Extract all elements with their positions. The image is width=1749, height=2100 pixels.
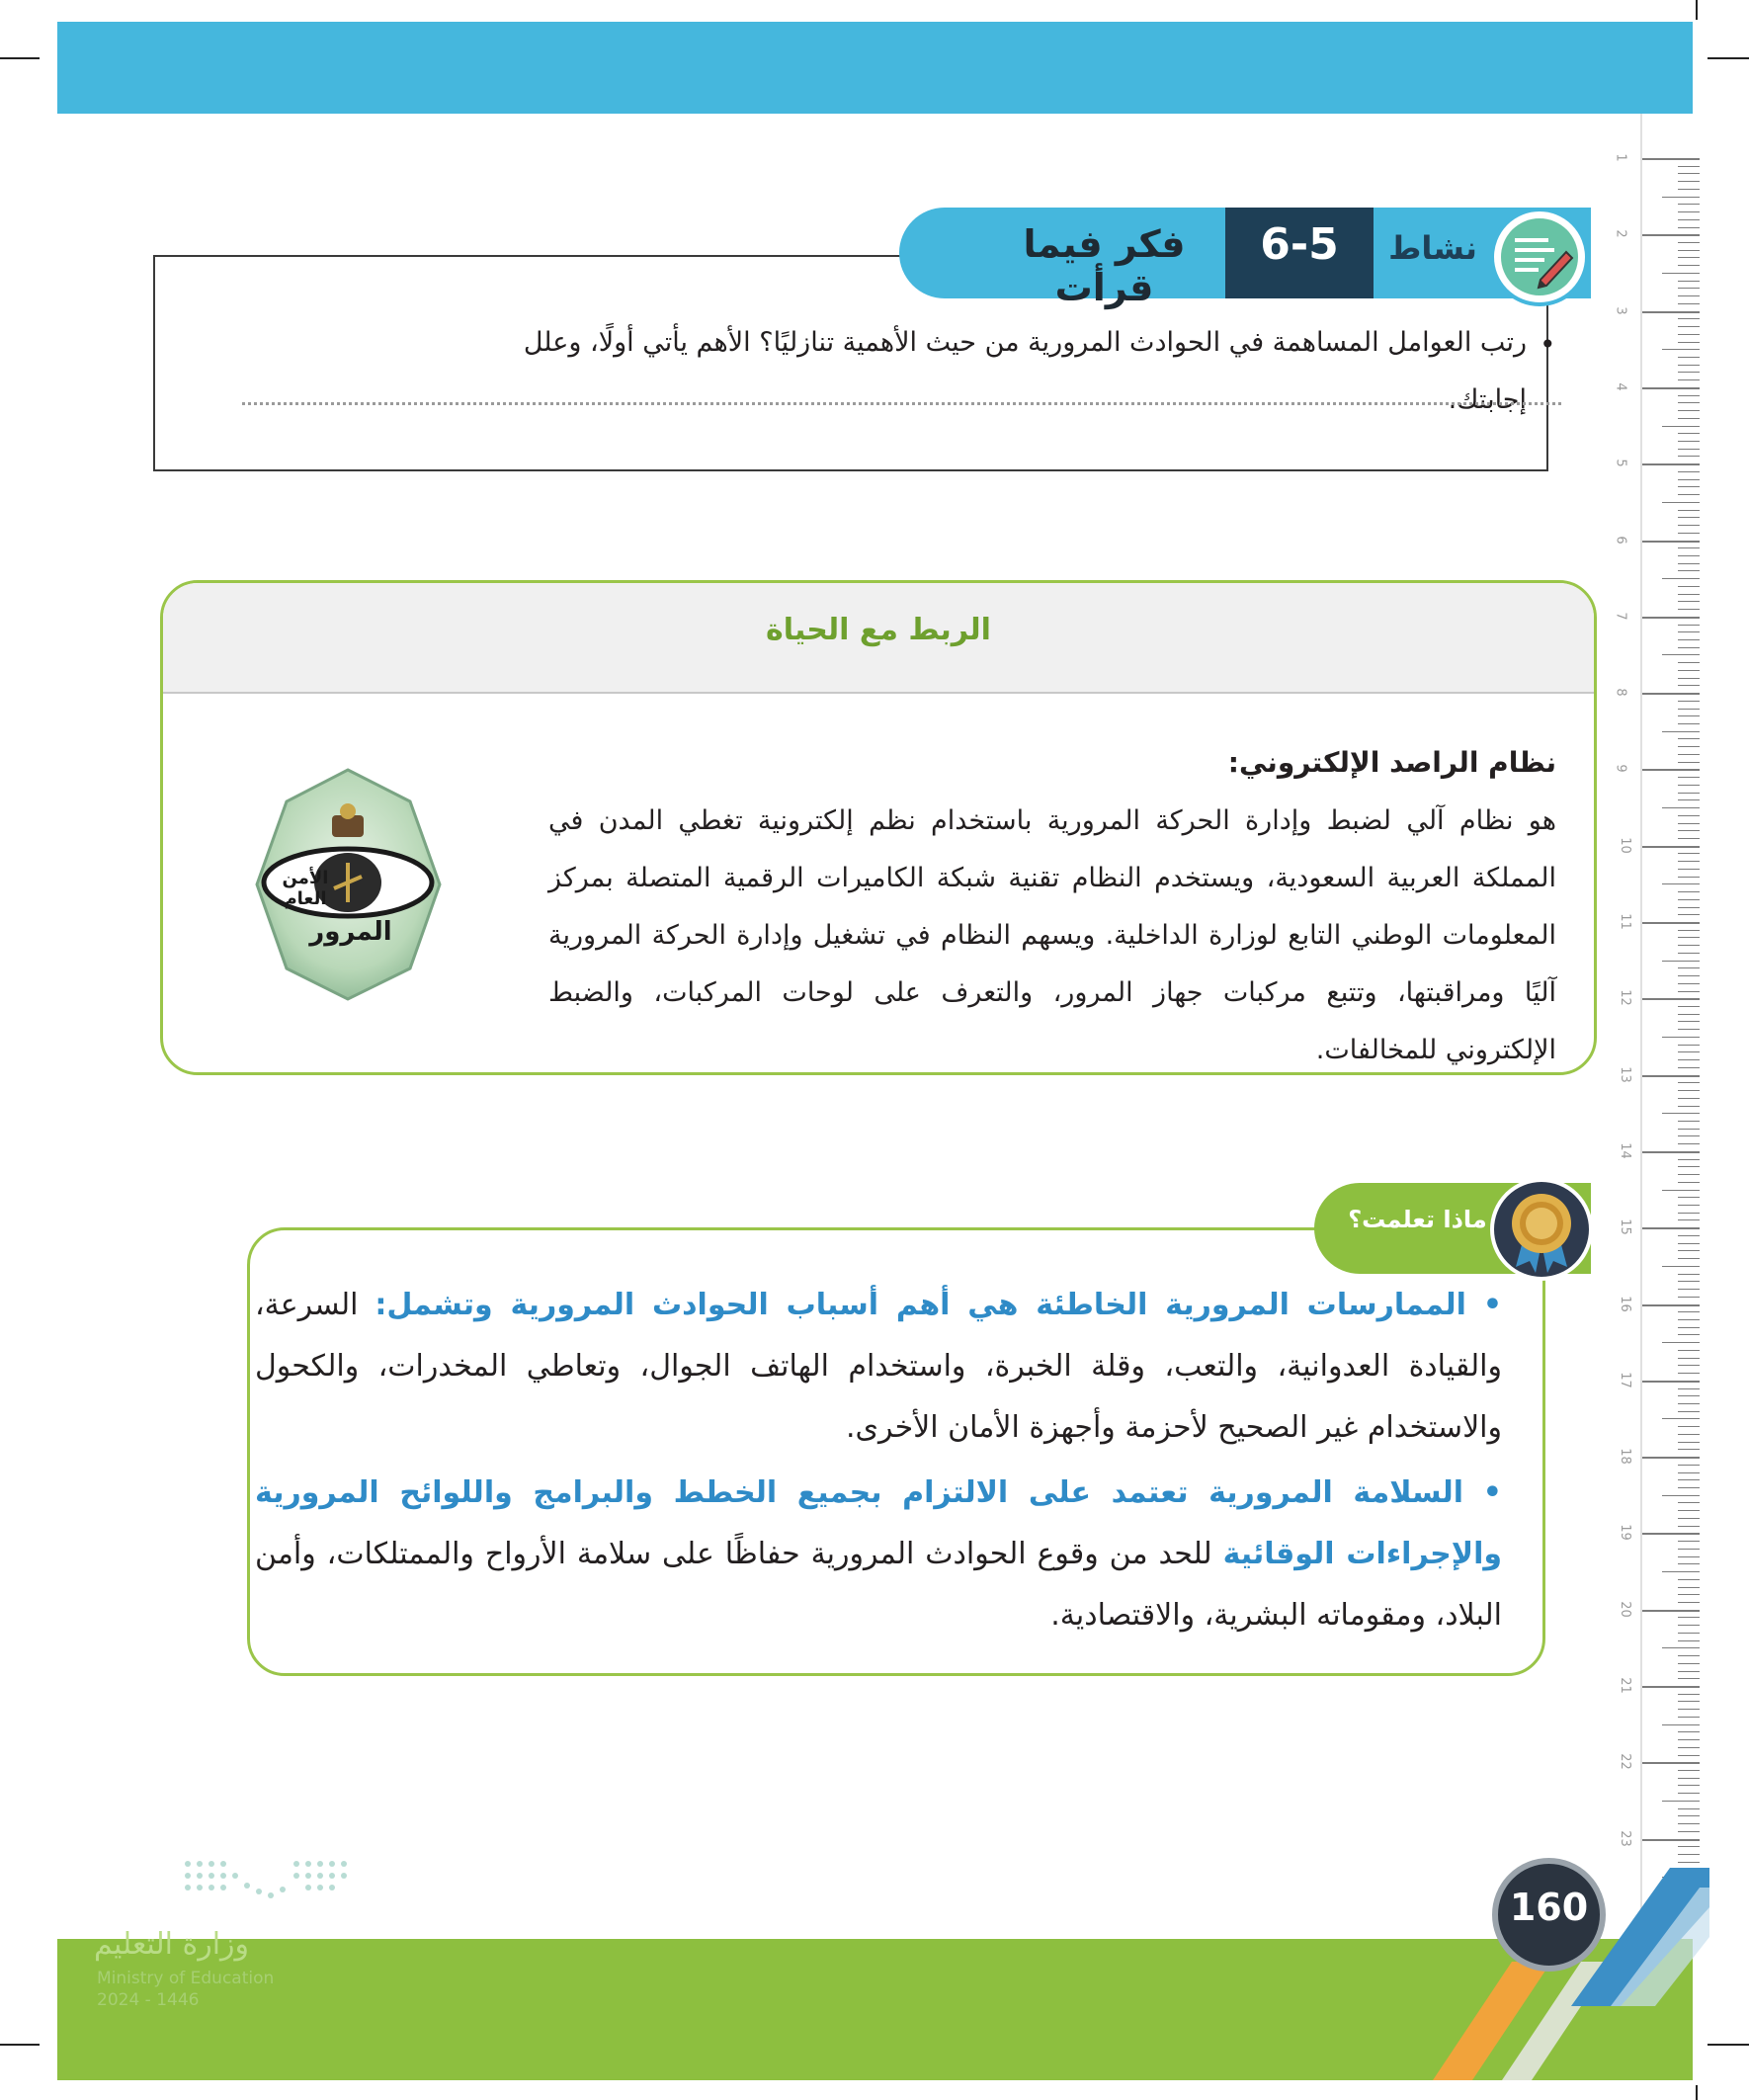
ruler-tick: [1678, 625, 1700, 626]
learned-item-1-bullet: •: [1482, 1288, 1502, 1322]
ministry-name-en: Ministry of Education: [97, 1969, 275, 1988]
ruler-tick: [1662, 1418, 1700, 1419]
ruler-tick: [1678, 1135, 1700, 1136]
ruler-tick: [1662, 502, 1700, 503]
ruler-tick: [1678, 639, 1700, 640]
ruler-tick: [1678, 1602, 1700, 1603]
activity-tag: نشاط: [1388, 229, 1477, 267]
ruler-tick: [1678, 1014, 1700, 1015]
ruler-tick: [1678, 1617, 1700, 1618]
ruler-tick: [1678, 1090, 1700, 1091]
ruler-tick: [1678, 1633, 1700, 1634]
ruler-tick: [1678, 418, 1700, 419]
ruler-number: 13: [1617, 1065, 1632, 1083]
ruler-tick: [1678, 204, 1700, 205]
ruler-number: 18: [1617, 1448, 1632, 1465]
ruler-tick: [1678, 1334, 1700, 1335]
ruler-tick: [1678, 1205, 1700, 1206]
ruler-tick: [1678, 1465, 1700, 1466]
ruler-tick: [1678, 1678, 1700, 1679]
ruler-tick: [1678, 670, 1700, 671]
ruler-tick: [1678, 1709, 1700, 1710]
ruler-tick: [1678, 937, 1700, 938]
ruler-tick: [1678, 1526, 1700, 1527]
side-ruler: [1581, 114, 1700, 1922]
ruler-tick: [1678, 1045, 1700, 1046]
page-number: 160: [1509, 1886, 1589, 1929]
ruler-tick: [1640, 693, 1700, 695]
ministry-logo-dots: [178, 1856, 356, 1910]
ruler-tick: [1678, 953, 1700, 954]
ruler-tick: [1678, 1831, 1700, 1832]
ruler-tick: [1678, 242, 1700, 243]
ruler-tick: [1678, 701, 1700, 702]
ruler-tick: [1678, 777, 1700, 778]
life-heading: نظام الراصد الإلكتروني:: [1227, 746, 1556, 779]
ruler-number: 1: [1613, 153, 1628, 162]
ruler-tick: [1678, 449, 1700, 450]
ruler-tick: [1678, 1243, 1700, 1244]
ruler-tick: [1662, 1801, 1700, 1802]
ruler-tick: [1678, 281, 1700, 282]
ruler-tick: [1662, 1190, 1700, 1191]
ruler-tick: [1678, 265, 1700, 266]
ruler-tick: [1678, 525, 1700, 526]
ruler-tick: [1678, 1755, 1700, 1756]
ruler-tick: [1678, 1549, 1700, 1550]
ruler-tick: [1678, 533, 1700, 534]
ruler-tick: [1678, 1395, 1700, 1396]
ruler-number: 14: [1617, 1142, 1632, 1159]
ruler-tick: [1678, 1059, 1700, 1060]
ruler-tick: [1640, 1762, 1700, 1764]
ruler-number: 6: [1613, 535, 1628, 545]
learned-item-2-text: للحد من وقوع الحوادث المرورية حفاظًا على سلامة الأرواح والممتلكات، وأمن البلاد، ومقوماته البشرية، والاقتصادية.: [255, 1537, 1502, 1633]
ruler-tick: [1678, 1365, 1700, 1366]
ruler-tick: [1678, 288, 1700, 289]
ruler-tick: [1662, 1724, 1700, 1725]
notepad-pencil-icon: [1501, 218, 1578, 295]
ruler-tick: [1678, 1770, 1700, 1771]
learned-tab-label: ماذا تعلمت؟: [1348, 1206, 1487, 1233]
ruler-tick: [1678, 754, 1700, 755]
ruler-tick: [1678, 1373, 1700, 1374]
ruler-tick: [1678, 746, 1700, 747]
ruler-tick: [1678, 379, 1700, 380]
ruler-tick: [1678, 1778, 1700, 1779]
ruler-tick: [1678, 402, 1700, 403]
ruler-tick: [1662, 1266, 1700, 1267]
emblem-top-text: الأمن العام: [282, 868, 329, 909]
ruler-tick: [1640, 311, 1700, 313]
ruler-tick: [1678, 1174, 1700, 1175]
ruler-tick: [1662, 1342, 1700, 1343]
ruler-tick: [1678, 372, 1700, 373]
ruler-tick: [1678, 326, 1700, 327]
ruler-tick: [1678, 945, 1700, 946]
ruler-tick: [1640, 922, 1700, 924]
crop-mark: [0, 2044, 40, 2046]
ruler-number: 9: [1613, 764, 1628, 774]
ruler-tick: [1640, 846, 1700, 848]
ruler-tick: [1678, 1594, 1700, 1595]
ruler-tick: [1678, 1311, 1700, 1312]
ruler-tick: [1678, 1563, 1700, 1564]
activity-number: 6-5: [1260, 219, 1339, 270]
ruler-tick: [1678, 1487, 1700, 1488]
life-paragraph: هو نظام آلي لضبط وإدارة الحركة المرورية باستخدام نظم إلكترونية تغطي المدن في المملكة العربية السعودية، ويستخدم النظام تقنية شبكة الكاميرات الرقمية المتصلة بمركز المعلومات الوطني التابع لوزارة الداخلية. ويسهم النظام في تشغيل وإدارة الحركة المرورية آليًا ومراقبتها، وتتبع مركبات جهاز المرور، والتعرف على لوحات المركبات، والضبط الإلكتروني للمخالفات.: [548, 805, 1556, 1065]
ruler-tick: [1678, 318, 1700, 319]
ruler-tick: [1678, 1388, 1700, 1389]
ruler-tick: [1678, 1541, 1700, 1542]
ministry-year: 2024 - 1446: [97, 1990, 200, 2010]
ruler-tick: [1678, 570, 1700, 571]
ruler-tick: [1640, 1227, 1700, 1229]
ruler-tick: [1662, 807, 1700, 808]
ruler-tick: [1662, 1495, 1700, 1496]
ruler-tick: [1678, 715, 1700, 716]
ruler-tick: [1678, 1815, 1700, 1816]
ruler-tick: [1678, 1472, 1700, 1473]
ruler-tick: [1678, 227, 1700, 228]
ruler-tick: [1678, 1281, 1700, 1282]
ruler-tick: [1678, 219, 1700, 220]
ruler-tick: [1640, 1839, 1700, 1841]
ruler-tick: [1678, 662, 1700, 663]
ruler-tick: [1678, 1625, 1700, 1626]
ruler-tick: [1678, 1655, 1700, 1656]
ruler-tick: [1678, 1297, 1700, 1298]
ruler-tick: [1678, 555, 1700, 556]
ruler-tick: [1678, 517, 1700, 518]
ruler-tick: [1678, 1862, 1700, 1863]
ruler-tick: [1678, 166, 1700, 167]
ruler-tick: [1640, 1533, 1700, 1535]
ruler-tick: [1678, 1434, 1700, 1435]
ruler-tick: [1678, 486, 1700, 487]
ruler-tick: [1678, 1197, 1700, 1198]
ruler-tick: [1678, 1663, 1700, 1664]
ruler-tick: [1678, 853, 1700, 854]
ruler-tick: [1662, 349, 1700, 350]
ministry-name-ar: وزارة التعليم: [94, 1927, 250, 1962]
ruler-tick: [1640, 1686, 1700, 1688]
ruler-tick: [1678, 1350, 1700, 1351]
learned-item-1-highlight: الممارسات المرورية الخاطئة هي أهم أسباب الحوادث المرورية وتشمل:: [375, 1288, 1466, 1322]
ruler-tick: [1678, 1694, 1700, 1695]
ruler-tick: [1678, 1067, 1700, 1068]
ruler-tick: [1678, 647, 1700, 648]
ruler-tick: [1662, 883, 1700, 884]
ruler-edge: [1640, 114, 1642, 1922]
ruler-number: 2: [1613, 229, 1628, 238]
ruler-tick: [1678, 830, 1700, 831]
ruler-tick: [1678, 1426, 1700, 1427]
ruler-tick: [1640, 769, 1700, 771]
ruler-tick: [1662, 961, 1700, 962]
ruler-tick: [1678, 869, 1700, 870]
ruler-tick: [1662, 1647, 1700, 1648]
ruler-tick: [1678, 1747, 1700, 1748]
ruler-tick: [1678, 1082, 1700, 1083]
ruler-tick: [1678, 303, 1700, 304]
ruler-tick: [1640, 1075, 1700, 1077]
ruler-tick: [1678, 685, 1700, 686]
ruler-tick: [1678, 250, 1700, 251]
ruler-tick: [1678, 1235, 1700, 1236]
ruler-tick: [1678, 1793, 1700, 1794]
ruler-tick: [1662, 1113, 1700, 1114]
ruler-tick: [1640, 158, 1700, 160]
ruler-tick: [1678, 1502, 1700, 1503]
ruler-tick: [1678, 861, 1700, 862]
ruler-number: 7: [1613, 612, 1628, 621]
ruler-tick: [1678, 1327, 1700, 1328]
ruler-tick: [1678, 173, 1700, 174]
ruler-tick: [1678, 1143, 1700, 1144]
ruler-number: 21: [1617, 1677, 1632, 1694]
ruler-tick: [1678, 594, 1700, 595]
ruler-tick: [1678, 1701, 1700, 1702]
ruler-tick: [1678, 709, 1700, 710]
ruler-number: 16: [1617, 1295, 1632, 1312]
ruler-tick: [1678, 357, 1700, 358]
ruler-tick: [1678, 1106, 1700, 1107]
ruler-tick: [1678, 877, 1700, 878]
top-banner: [57, 22, 1693, 114]
ruler-tick: [1678, 907, 1700, 908]
ruler-tick: [1678, 1823, 1700, 1824]
ruler-tick: [1678, 1739, 1700, 1740]
ruler-tick: [1678, 1159, 1700, 1160]
ruler-tick: [1678, 1640, 1700, 1641]
ruler-tick: [1678, 1671, 1700, 1672]
ruler-tick: [1662, 197, 1700, 198]
crop-mark: [1707, 2044, 1749, 2046]
ruler-tick: [1678, 1449, 1700, 1450]
ruler-tick: [1662, 1037, 1700, 1038]
activity-title: فكر فيما قرأت: [1023, 222, 1186, 309]
ruler-tick: [1678, 983, 1700, 984]
medal-icon: [1490, 1178, 1593, 1281]
ruler-tick: [1678, 365, 1700, 366]
ruler-tick: [1678, 1854, 1700, 1855]
ruler-tick: [1678, 838, 1700, 839]
crop-mark: [1696, 0, 1698, 20]
ruler-tick: [1678, 1808, 1700, 1809]
ruler-number: 11: [1617, 913, 1632, 930]
ruler-tick: [1678, 295, 1700, 296]
ruler-tick: [1640, 1457, 1700, 1459]
ruler-number: 19: [1617, 1524, 1632, 1542]
ruler-tick: [1678, 891, 1700, 892]
answer-line[interactable]: [242, 400, 1561, 405]
ruler-tick: [1678, 975, 1700, 976]
crop-mark: [0, 57, 40, 59]
ruler-tick: [1678, 738, 1700, 739]
ruler-tick: [1678, 342, 1700, 343]
ruler-tick: [1678, 479, 1700, 480]
ruler-number: 15: [1617, 1218, 1632, 1235]
ruler-tick: [1640, 463, 1700, 465]
ruler-tick: [1678, 1098, 1700, 1099]
ruler-tick: [1640, 998, 1700, 1000]
ruler-number: 20: [1617, 1600, 1632, 1618]
ruler-tick: [1640, 541, 1700, 543]
ruler-tick: [1678, 1289, 1700, 1290]
ruler-tick: [1678, 563, 1700, 564]
ruler-tick: [1678, 1129, 1700, 1130]
ruler-tick: [1678, 899, 1700, 900]
ruler-tick: [1678, 456, 1700, 457]
ruler-tick: [1678, 1006, 1700, 1007]
traffic-police-emblem: [237, 766, 459, 1003]
ruler-tick: [1678, 678, 1700, 679]
ruler-tick: [1662, 273, 1700, 274]
activity-bullet: •: [1540, 328, 1556, 361]
ruler-tick: [1678, 395, 1700, 396]
ruler-tick: [1662, 1571, 1700, 1572]
ruler-tick: [1678, 1717, 1700, 1718]
ruler-tick: [1662, 654, 1700, 655]
ruler-tick: [1678, 1846, 1700, 1847]
ruler-tick: [1678, 510, 1700, 511]
ruler-tick: [1678, 723, 1700, 724]
ruler-tick: [1678, 181, 1700, 182]
ruler-tick: [1678, 1731, 1700, 1732]
ruler-tick: [1678, 586, 1700, 587]
ruler-tick: [1678, 967, 1700, 968]
ruler-number: 8: [1613, 688, 1628, 697]
ruler-number: 4: [1613, 382, 1628, 391]
ruler-tick: [1678, 494, 1700, 495]
ruler-number: 23: [1617, 1829, 1632, 1847]
ruler-tick: [1678, 1442, 1700, 1443]
ruler-tick: [1678, 441, 1700, 442]
ruler-tick: [1678, 189, 1700, 190]
ruler-tick: [1678, 799, 1700, 800]
ruler-tick: [1678, 1258, 1700, 1259]
ruler-tick: [1678, 1021, 1700, 1022]
ruler-tick: [1678, 991, 1700, 992]
ruler-tick: [1678, 762, 1700, 763]
ruler-tick: [1678, 1250, 1700, 1251]
ruler-tick: [1678, 930, 1700, 931]
ruler-tick: [1640, 1610, 1700, 1612]
ruler-tick: [1678, 211, 1700, 212]
ruler-tick: [1678, 1403, 1700, 1404]
crop-mark: [1696, 2085, 1698, 2100]
ruler-tick: [1678, 631, 1700, 632]
learned-item-2-highlight: السلامة المرورية تعتمد على الالتزام بجميع الخطط والبرامج واللوائح المرورية والإجراءات الوقائية: [255, 1475, 1502, 1571]
learned-item-2-bullet: •: [1482, 1475, 1502, 1510]
ruler-number: 17: [1617, 1372, 1632, 1388]
emblem-bottom-text: المرور: [309, 917, 392, 947]
ruler-tick: [1678, 1051, 1700, 1052]
ruler-tick: [1640, 1304, 1700, 1306]
ruler-number: 10: [1617, 836, 1632, 854]
life-connection-title: الربط مع الحياة: [766, 613, 991, 647]
ruler-tick: [1678, 471, 1700, 472]
ruler-tick: [1678, 1029, 1700, 1030]
ruler-tick: [1678, 601, 1700, 602]
ruler-tick: [1640, 234, 1700, 236]
ruler-tick: [1678, 1411, 1700, 1412]
ruler-tick: [1640, 1151, 1700, 1153]
ruler-tick: [1662, 426, 1700, 427]
ruler-tick: [1640, 617, 1700, 619]
ruler-tick: [1678, 1510, 1700, 1511]
ruler-tick: [1678, 785, 1700, 786]
ruler-number: 22: [1617, 1753, 1632, 1771]
ruler-tick: [1678, 410, 1700, 411]
ruler-tick: [1678, 1213, 1700, 1214]
ruler-number: 5: [1613, 459, 1628, 467]
ruler-tick: [1678, 1121, 1700, 1122]
ruler-tick: [1678, 1579, 1700, 1580]
ruler-number: 12: [1617, 989, 1632, 1007]
ruler-tick: [1678, 1182, 1700, 1183]
ruler-tick: [1678, 823, 1700, 824]
learned-item-1: [255, 1275, 1502, 1463]
ruler-tick: [1678, 1556, 1700, 1557]
ruler-tick: [1640, 387, 1700, 389]
ruler-tick: [1678, 815, 1700, 816]
ruler-tick: [1662, 731, 1700, 732]
activity-prompt: رتب العوامل المساهمة في الحوادث المرورية من حيث الأهمية تنازليًا؟ الأهم يأتي أولًا، وعلل إجابتك.: [523, 327, 1527, 415]
ruler-tick: [1662, 578, 1700, 579]
ruler-tick: [1678, 257, 1700, 258]
ruler-tick: [1678, 334, 1700, 335]
ruler-tick: [1678, 609, 1700, 610]
ruler-tick: [1678, 1518, 1700, 1519]
ruler-tick: [1678, 1587, 1700, 1588]
ruler-tick: [1678, 793, 1700, 794]
ruler-tick: [1678, 1319, 1700, 1320]
ruler-tick: [1678, 914, 1700, 915]
ruler-tick: [1678, 433, 1700, 434]
crop-mark: [1707, 57, 1749, 59]
ruler-tick: [1678, 1274, 1700, 1275]
ruler-number: 3: [1613, 305, 1628, 315]
ruler-tick: [1640, 1381, 1700, 1383]
ruler-tick: [1678, 1479, 1700, 1480]
learned-item-1-text: السرعة، والقيادة العدوانية، والتعب، وقلة الخبرة، واستخدام الهاتف الجوال، وتعاطي المخدرات، والكحول والاستخدام غير الصحيح لأحزمة وأجهزة الأمان الأخرى.: [255, 1288, 1502, 1445]
ruler-tick: [1678, 547, 1700, 548]
ruler-tick: [1678, 1358, 1700, 1359]
learned-item-2: [255, 1463, 1502, 1650]
ruler-tick: [1678, 1166, 1700, 1167]
ruler-tick: [1678, 1219, 1700, 1220]
ruler-tick: [1678, 1785, 1700, 1786]
